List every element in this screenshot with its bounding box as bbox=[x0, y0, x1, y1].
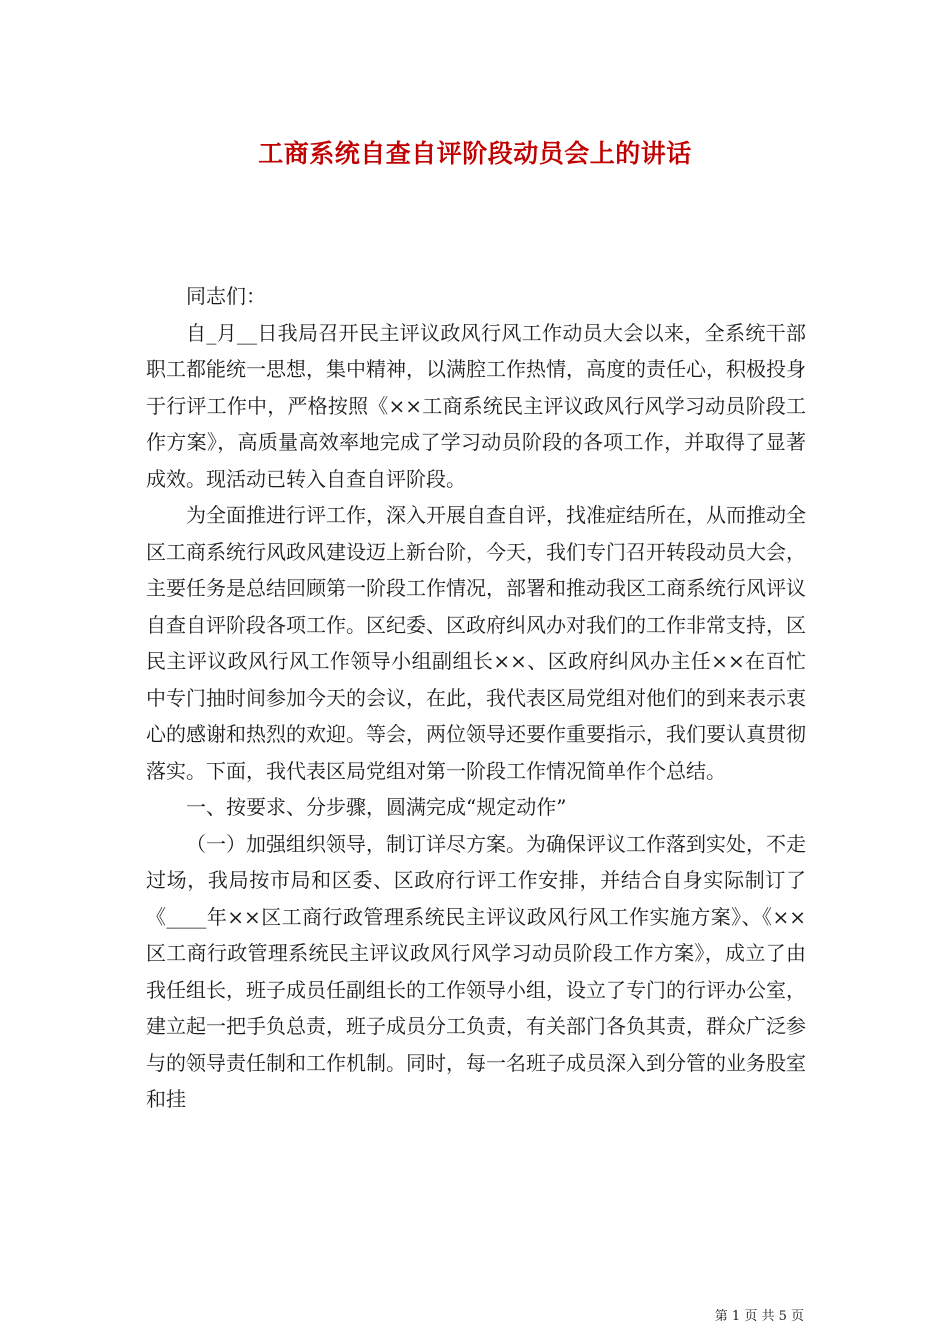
salutation-paragraph: 同志们： bbox=[186, 284, 266, 308]
body-paragraph: 为全面推进行评工作，深入开展自查自评，找准症结所在，从而推动全区工商系统行风政风建设迈上新台阶，今天，我们专门召开转段动员大会，主要任务是总结回顾第一阶段工作情况，部署和推动我区工商系统行风评议自查自评阶段各项工作。区纪委、区政府纠风办对我们的工作非常支持，区民主评议政风行风工作领导小组副组长××、区政府纠风办主任××在百忙中专门抽时间参加今天的会议，在此，我代表区局党组对他们的到来表示衷心的感谢和热烈的欢迎。等会，两位领导还要作重要指示，我们要认真贯彻落实。下面，我代表区局党组对第一阶段工作情况简单作个总结。 bbox=[146, 503, 806, 783]
document-body bbox=[146, 278, 806, 1118]
body-paragraph: （一）加强组织领导，制订详尽方案。为确保评议工作落到实处，不走过场，我局按市局和区委、区政府行评工作安排，并结合自身实际制订了《____年××区工商行政管理系统民主评议政风行风工作实施方案》、《××区工商行政管理系统民主评议政风行风学习动员阶段工作方案》，成立了由我任组长，班子成员任副组长的工作领导小组，设立了专门的行评办公室，建立起一把手负总责，班子成员分工负责，有关部门各负其责，群众广泛参与的领导责任制和工作机制。同时，每一名班子成员深入到分管的业务股室和挂 bbox=[146, 831, 806, 1111]
document-title: 工商系统自查自评阶段动员会上的讲话 bbox=[258, 139, 692, 168]
body-paragraph: 自_月__日我局召开民主评议政风行风工作动员大会以来，全系统干部职工都能统一思想，集中精神，以满腔工作热情，高度的责任心，积极投身于行评工作中，严格按照《××工商系统民主评议政风行风学习动员阶段工作方案》，高质量高效率地完成了学习动员阶段的各项工作，并取得了显著成效。现活动已转入自查自评阶段。 bbox=[146, 320, 806, 491]
section-heading: 一、按要求、分步骤，圆满完成“规定动作” bbox=[186, 795, 567, 819]
page-footer: 第 1 页 共 5 页 bbox=[714, 1309, 804, 1324]
